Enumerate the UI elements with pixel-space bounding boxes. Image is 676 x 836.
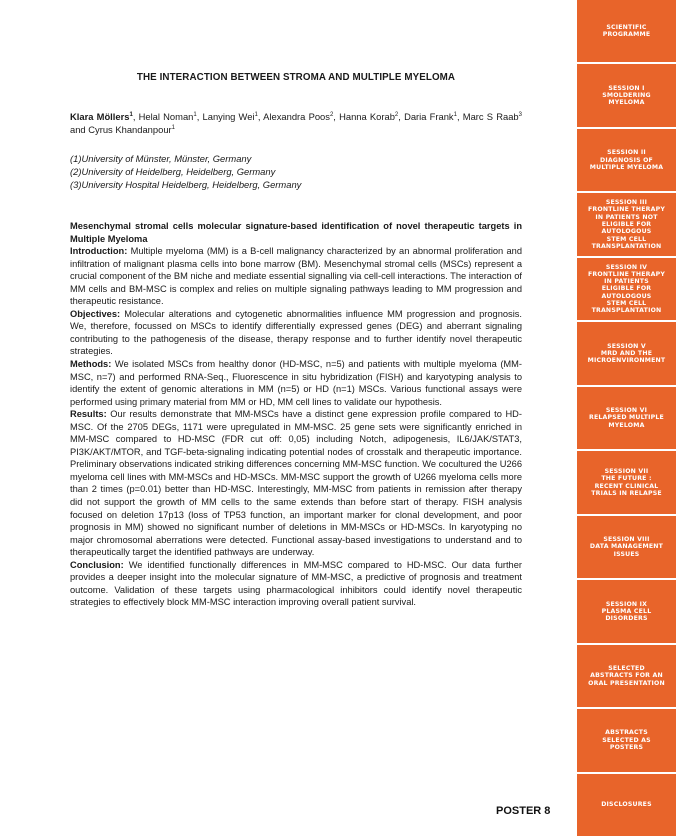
sidebar-item-session-i[interactable]: SESSION I SMOLDERING MYELOMA (577, 64, 676, 126)
section-heading: Objectives: (70, 308, 121, 319)
sidebar-item-session-v[interactable]: SESSION V MRD AND THE MICROENVIRONMENT (577, 322, 676, 384)
sidebar-item-session-vi[interactable]: SESSION VI RELAPSED MULTIPLE MYELOMA (577, 387, 676, 449)
section-methods (70, 358, 522, 408)
abstract-header-title: THE INTERACTION BETWEEN STROMA AND MULTIPLE MYELOMA (136, 72, 456, 83)
section-text: Molecular alterations and cytogenetic abnormalities influence MM progression and prognosis. We, therefore, focussed on MSCs to identify differentially expressed genes (DEG) and aberrant signaling contributing to the pathogenesis of the disease, therapy response and to further identify novel therapeutic strategies. (70, 308, 522, 357)
author-name: Hanna Korab$^2$ (339, 111, 399, 122)
section-text: Our results demonstrate that MM-MSCs have a distinct gene expression profile compared to HD-MSC. Of the 2705 DEGs, 1171 were upregulated in MM-MSC. 25 gene sets were significantly enriched in MM-MSC compared to HD-MSC (FDR cut off: 0,05) including Notch, adipogenesis, IL6/JAK/STAT3, PI3K/AKT/MTOR, and TGF-beta-signaling indicating potential nodes of crosstalk and therapeutic importance. Preliminary observations indicated striking differences concerning MM-MSC function. We cocultured the U266 myeloma cell lines with MM-MSCs and HD-MSCs. MM-MSC support the growth of U266 myeloma cells more than 2 times (p=0.01) better than HD-MSC. Interestingly, MM-MSC from patients in remission after therapy did not support the growth of MM cells to the same extends than before start of therapy. FISH analysis focused on deletion 17p13 (loss of TP53 function, an important marker for clonal development, and poor prognosis in MM) showed no significant number of deletions in MM-MSCs or HD-MSCs. In karyotyping no major chromosomal aberrations were detected. Functional assay-based investigations to understand and to therapeutically target the identified pathways are underway. (70, 409, 522, 558)
section-heading: Results: (70, 409, 107, 420)
section-heading: Introduction: (70, 246, 128, 257)
abstract-body (70, 220, 522, 609)
section-heading: Methods: (70, 359, 112, 370)
section-text: We identified functionally differences in MM-MSC compared to HD-MSC. Our data further provides a deeper insight into the molecular signature of MM-MSC, a predictive of prognosis and treatment outcome. Validation of these targets using pharmacological inhibitors could identify novel therapeutic strategies to effectively block MM-MSC interaction improving overall patient survival. (70, 559, 522, 608)
author-name: Alexandra Poos$^2$ (263, 111, 334, 122)
sidebar-item-selected-abstracts-oral[interactable]: SELECTED ABSTRACTS FOR AN ORAL PRESENTATION (577, 645, 676, 707)
abstract-title: Mesenchymal stromal cells molecular signature-based identification of novel therapeutic targets in Multiple Myeloma (70, 221, 522, 244)
sidebar-item-disclosures[interactable]: DISCLOSURES (577, 774, 676, 836)
author-name: Klara Möllers$^1$ (70, 111, 133, 122)
sidebar-item-session-ii[interactable]: SESSION II DIAGNOSIS OF MULTIPLE MYELOMA (577, 129, 676, 191)
affiliation-list (70, 153, 522, 191)
abstract-page (70, 0, 522, 836)
affiliation: (3)University Hospital Heidelberg, Heidelberg, Germany (70, 178, 302, 190)
sidebar-item-scientific-programme[interactable]: SCIENTIFIC PROGRAMME (577, 0, 676, 62)
sidebar-item-session-iii[interactable]: SESSION III FRONTLINE THERAPY IN PATIENTS NOT ELIGIBLE FOR AUTOLOGOUS STEM CELL TRANSPLANTATION (577, 193, 676, 255)
section-sidebar (577, 0, 676, 836)
section-results (70, 408, 522, 559)
author-name: Daria Frank$^1$ (404, 111, 457, 122)
affiliation: (2)University of Heidelberg, Heidelberg, Germany (70, 165, 276, 177)
sidebar-item-abstracts-posters[interactable]: ABSTRACTS SELECTED AS POSTERS (577, 709, 676, 771)
sidebar-item-session-iv[interactable]: SESSION IV FRONTLINE THERAPY IN PATIENTS ELIGIBLE FOR AUTOLOGOUS STEM CELL TRANSPLANTATION (577, 258, 676, 320)
author-name: Cyrus Khandanpour$^1$ (88, 123, 175, 135)
author-name: Marc S Raab$^3$ (462, 111, 522, 122)
author-name: Helal Noman$^1$ (138, 111, 197, 122)
sidebar-item-session-viii[interactable]: SESSION VIII DATA MANAGEMENT ISSUES (577, 516, 676, 578)
poster-number-label: POSTER 8 (496, 805, 551, 817)
affiliation: (1)University of Münster, Münster, Germany (70, 153, 252, 164)
sidebar-item-session-vii[interactable]: SESSION VII THE FUTURE : RECENT CLINICAL TRIALS IN RELAPSE (577, 451, 676, 513)
author-list: Klara Möllers$^1$, Helal Noman$^1$, Lanying Wei$^1$, Alexandra Poos$^2$, Hanna Korab$^2$, Daria Frank$^1$, Marc S Raab$^3$ and Cyrus Khandanpour$^1$ (70, 111, 522, 135)
section-heading: Conclusion: (70, 559, 124, 570)
section-conclusion (70, 559, 522, 609)
section-objectives (70, 308, 522, 358)
sidebar-item-session-ix[interactable]: SESSION IX PLASMA CELL DISORDERS (577, 580, 676, 642)
section-introduction (70, 245, 522, 308)
author-name: Lanying Wei$^1$ (202, 111, 258, 122)
section-text: Multiple myeloma (MM) is a B-cell malignancy characterized by an abnormal proliferation and infiltration of malignant plasma cells into bone marrow (BM). Mesenchymal stromal cells (MSCs) represent a crucial component of the BM niche and mediate essential signalling via cell-cell interactions. The interaction of MM cells and BM-MSC is complex and relies on multiple signaling pathways leading to MM progression and therapeutic resistance. (70, 246, 523, 307)
author-conjunction: and (70, 123, 86, 135)
section-text: We isolated MSCs from healthy donor (HD-MSC, n=5) and patients with multiple myeloma (MM-MSC, n=7) and performed RNA-Seq., Fluorescence in situ hybridization (FISH) and karyotyping analysis to identify the extent of genomic alterations in MM (n=5) or HD (n=1) MSCs. Various functional assays were performed using primary material from MM or HD, MM cell lines to validate our hypothesis. (70, 359, 522, 407)
